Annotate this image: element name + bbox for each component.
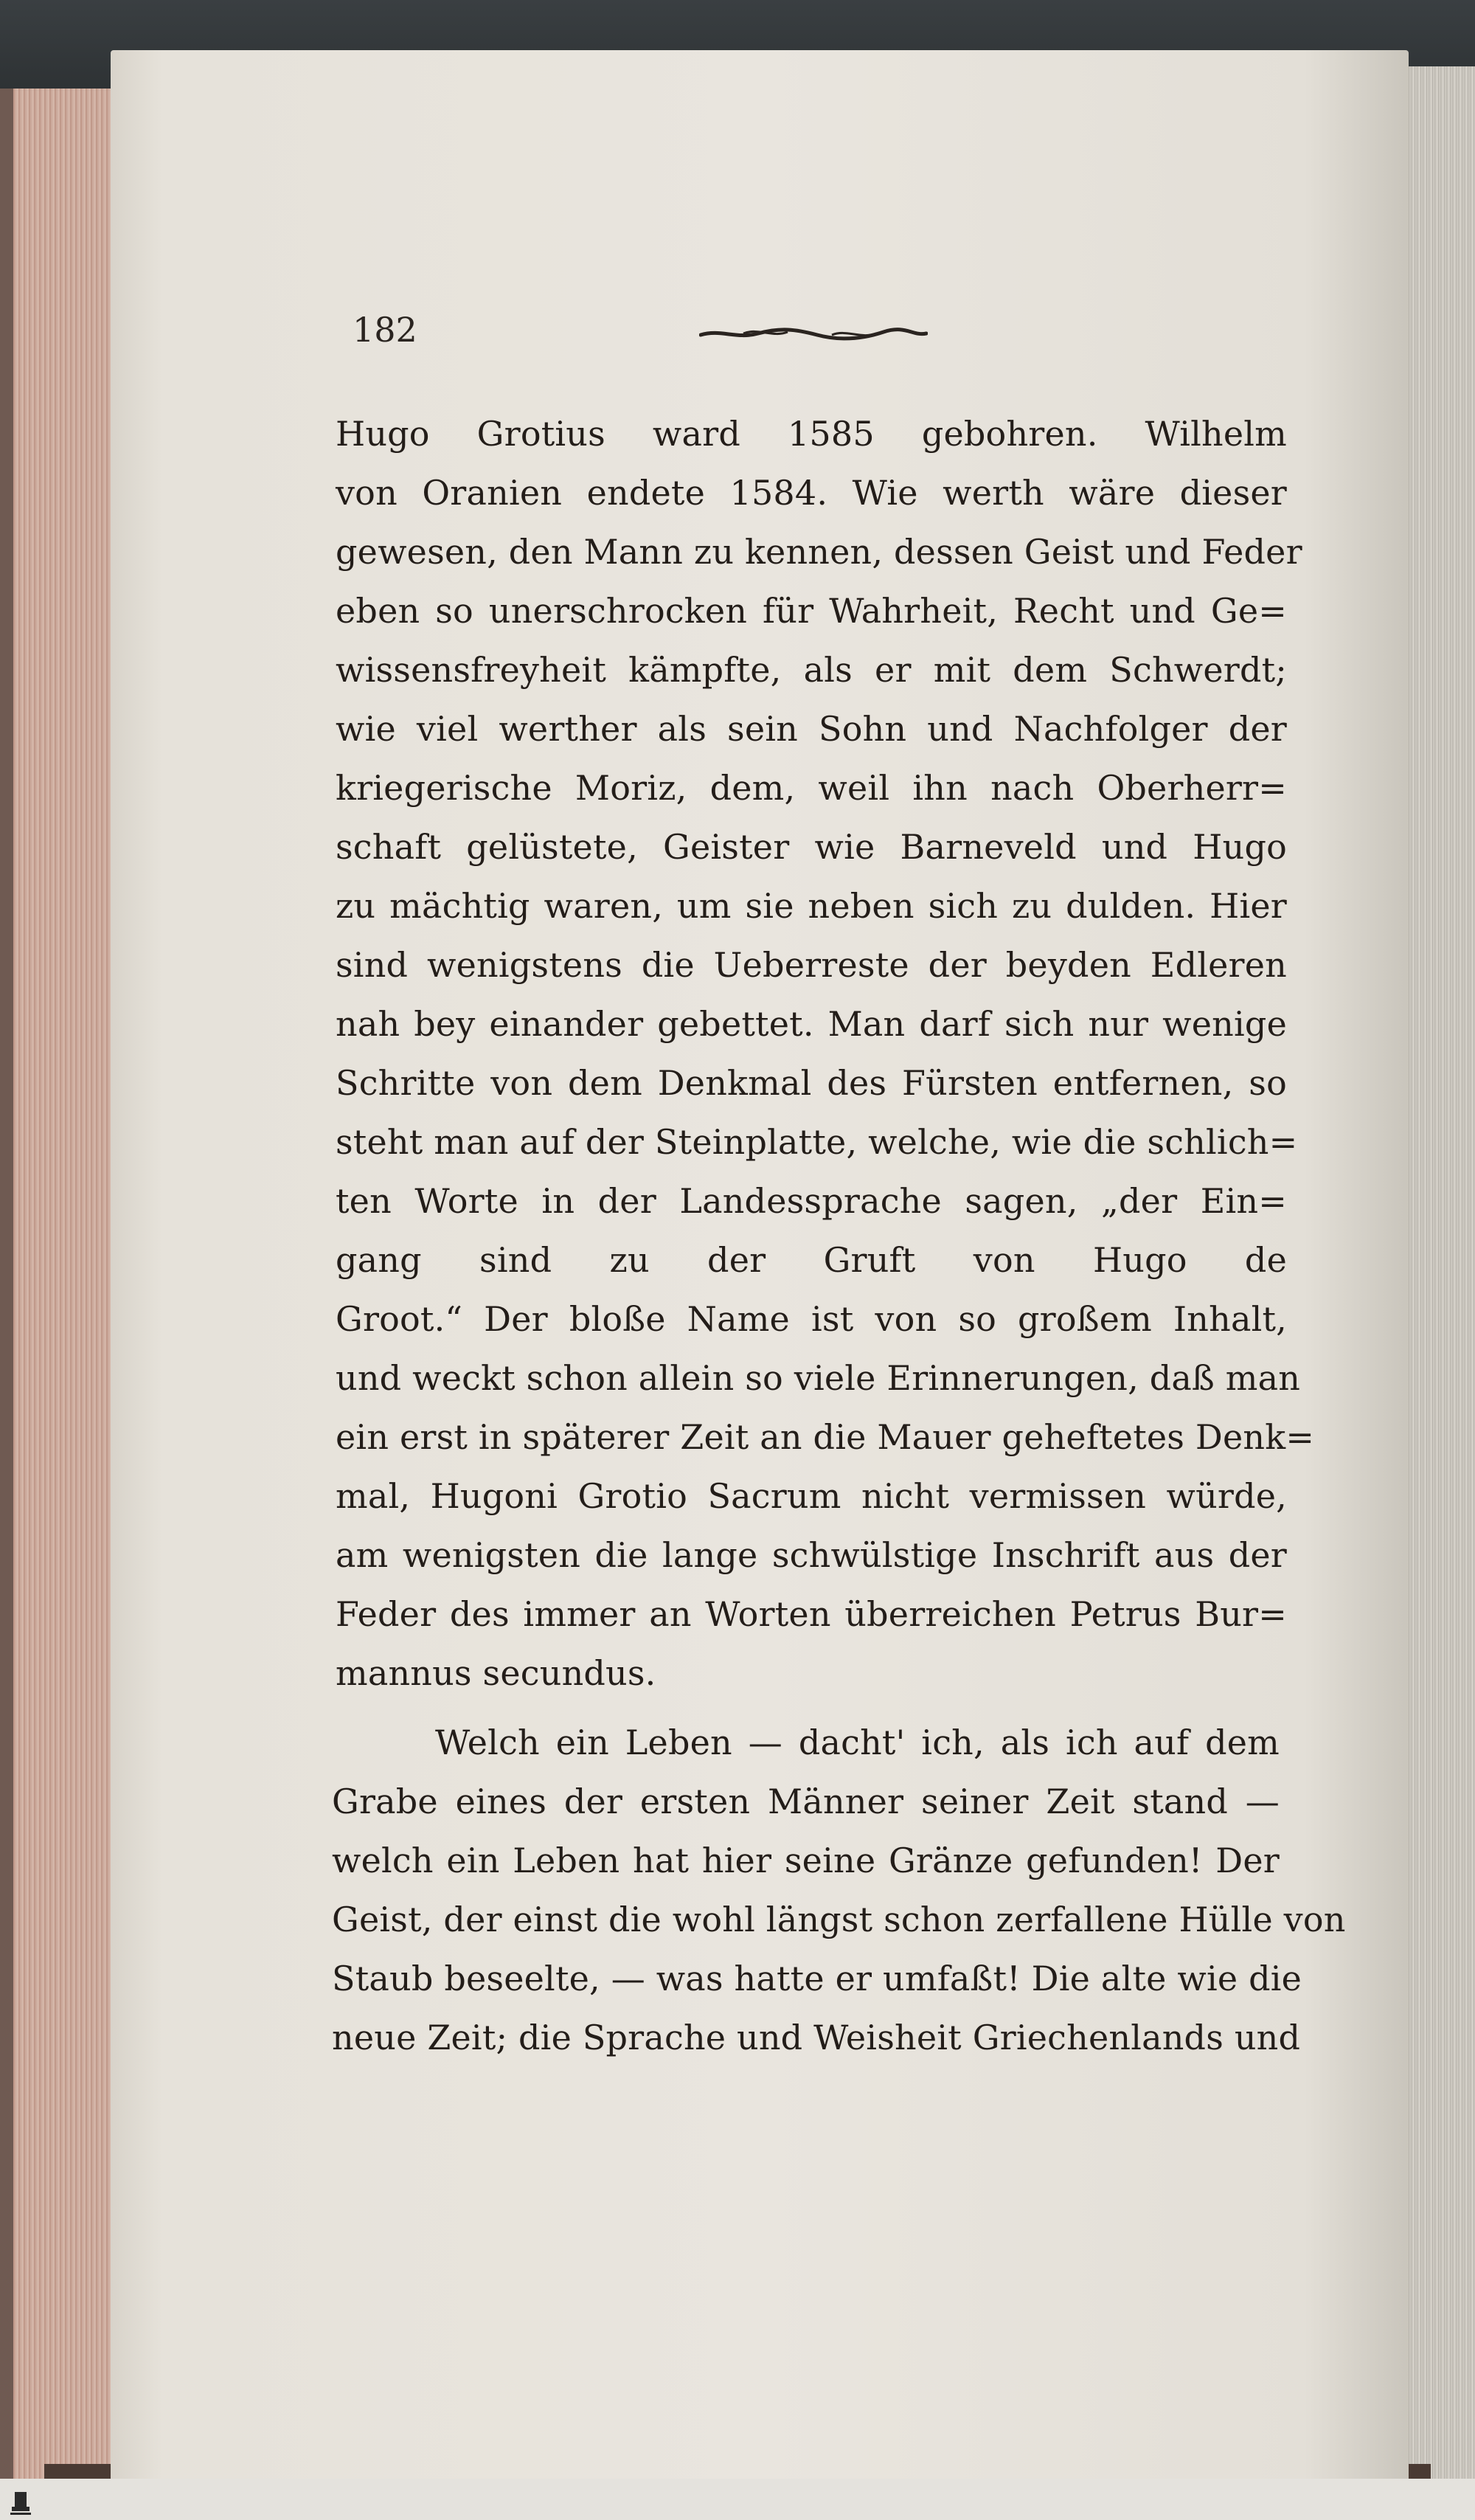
text-line: Schritte von dem Denkmal des Fürsten entfernen, so	[336, 1063, 1287, 1103]
text-line: von Oranien endete 1584. Wie werth wäre dieser	[336, 473, 1287, 513]
text-line: am wenigsten die lange schwülstige Inschrift aus der	[336, 1535, 1287, 1575]
text-line: gang sind zu der Gruft von Hugo de	[336, 1240, 1287, 1280]
text-line: Feder des immer an Worten überreichen Petrus Bur=	[336, 1594, 1287, 1634]
text-line: Groot.“ Der bloße Name ist von so großem Inhalt,	[336, 1299, 1287, 1339]
header-ornament-icon	[699, 323, 928, 345]
text-line: und weckt schon allein so viele Erinnerungen, daß man	[336, 1358, 1301, 1398]
text-line: Staub beseelte, — was hatte er umfaßt! Die alte wie die	[332, 1959, 1302, 1998]
text-line: wie viel werther als sein Sohn und Nachfolger der	[336, 709, 1287, 749]
text-line: mannus secundus.	[336, 1653, 656, 1693]
text-line: Grabe eines der ersten Männer seiner Zeit stand —	[332, 1782, 1280, 1821]
text-line: ein erst in späterer Zeit an die Mauer geheftetes Denk=	[336, 1417, 1315, 1457]
right-page-edges	[1398, 66, 1475, 2501]
text-line: Welch ein Leben — dacht' ich, als ich auf dem	[435, 1723, 1280, 1762]
paragraph-1	[336, 404, 1315, 1703]
text-line: Geist, der einst die wohl längst schon zerfallene Hülle von	[332, 1900, 1346, 1939]
text-line: eben so unerschrocken für Wahrheit, Recht und Ge=	[336, 591, 1287, 631]
text-line: Hugo Grotius ward 1585 gebohren. Wilhelm	[336, 414, 1287, 454]
scan-footer	[0, 2479, 1475, 2520]
text-line: wissensfreyheit kämpfte, als er mit dem Schwerdt;	[336, 650, 1287, 690]
left-page-edges	[0, 89, 118, 2501]
left-cover-edge	[0, 89, 13, 2501]
text-line: welch ein Leben hat hier seine Gränze gefunden! Der	[332, 1841, 1280, 1880]
text-line: neue Zeit; die Sprache und Weisheit Griechenlands und	[332, 2018, 1301, 2057]
text-line: sind wenigstens die Ueberreste der beyden Edleren	[336, 945, 1287, 985]
page-number: 182	[353, 310, 417, 350]
text-line: gewesen, den Mann zu kennen, dessen Geist und Feder	[336, 532, 1302, 572]
text-line: ten Worte in der Landessprache sagen, „der Ein=	[336, 1181, 1287, 1221]
page-header	[353, 310, 1326, 361]
text-line: steht man auf der Steinplatte, welche, wie die schlich=	[336, 1122, 1298, 1162]
text-line: kriegerische Moriz, dem, weil ihn nach Oberherr=	[336, 768, 1287, 808]
paragraph-2	[332, 1713, 1346, 2067]
library-logo-icon	[6, 2488, 35, 2517]
text-line: zu mächtig waren, um sie neben sich zu dulden. Hier	[336, 886, 1287, 926]
text-line: mal, Hugoni Grotio Sacrum nicht vermissen würde,	[336, 1476, 1287, 1516]
text-line: schaft gelüstete, Geister wie Barneveld und Hugo	[336, 827, 1287, 867]
text-line: nah bey einander gebettet. Man darf sich nur wenige	[336, 1004, 1287, 1044]
